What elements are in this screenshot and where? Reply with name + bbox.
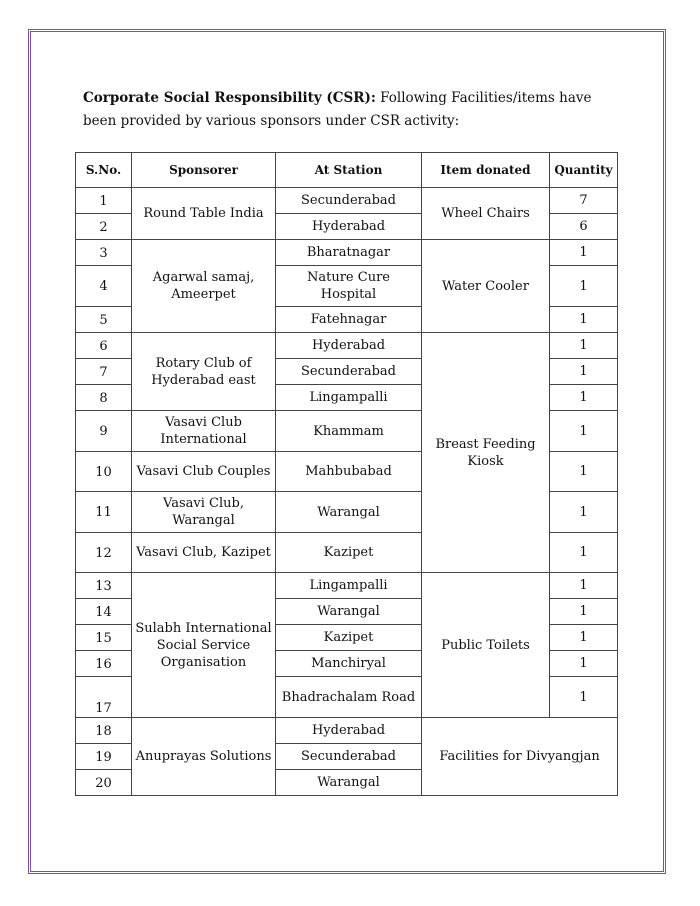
station-cell: Secunderabad bbox=[276, 188, 422, 214]
table-row bbox=[76, 333, 618, 359]
quantity-cell: 1 bbox=[550, 573, 618, 599]
quantity-cell: 7 bbox=[550, 188, 618, 214]
table-header-row bbox=[76, 153, 618, 188]
table-row bbox=[76, 718, 618, 744]
intro-text-line2: been provided by various sponsors under CSR activity: bbox=[83, 113, 460, 129]
col-header-item: Item donated bbox=[422, 153, 550, 188]
sno-cell: 6 bbox=[76, 333, 132, 359]
quantity-cell: 1 bbox=[550, 677, 618, 718]
station-cell: Hyderabad bbox=[276, 214, 422, 240]
item-cell: Wheel Chairs bbox=[422, 188, 550, 240]
sno-cell: 9 bbox=[76, 411, 132, 452]
sno-cell: 20 bbox=[76, 770, 132, 796]
quantity-cell: 1 bbox=[550, 599, 618, 625]
station-cell: Bharatnagar bbox=[276, 240, 422, 266]
station-cell: Bhadrachalam Road bbox=[276, 677, 422, 718]
table-row bbox=[76, 240, 618, 266]
station-cell: Manchiryal bbox=[276, 651, 422, 677]
intro-heading: Corporate Social Responsibility (CSR): bbox=[83, 90, 376, 106]
quantity-cell: 1 bbox=[550, 533, 618, 573]
sno-cell: 13 bbox=[76, 573, 132, 599]
sno-cell: 2 bbox=[76, 214, 132, 240]
sno-cell: 16 bbox=[76, 651, 132, 677]
quantity-cell: 1 bbox=[550, 266, 618, 307]
station-cell: Khammam bbox=[276, 411, 422, 452]
quantity-cell: 1 bbox=[550, 333, 618, 359]
sno-cell: 19 bbox=[76, 744, 132, 770]
quantity-cell: 1 bbox=[550, 492, 618, 533]
sno-cell: 18 bbox=[76, 718, 132, 744]
sponsor-cell: Round Table India bbox=[132, 188, 276, 240]
sponsor-cell: Rotary Club of Hyderabad east bbox=[132, 333, 276, 411]
sno-cell: 12 bbox=[76, 533, 132, 573]
station-cell: Kazipet bbox=[276, 533, 422, 573]
sno-cell: 11 bbox=[76, 492, 132, 533]
sponsor-cell: Sulabh International Social Service Organisation bbox=[132, 573, 276, 718]
sno-cell: 15 bbox=[76, 625, 132, 651]
sponsor-cell: Vasavi Club International bbox=[132, 411, 276, 452]
sno-cell: 1 bbox=[76, 188, 132, 214]
sno-cell: 3 bbox=[76, 240, 132, 266]
station-cell: Kazipet bbox=[276, 625, 422, 651]
quantity-cell: 1 bbox=[550, 651, 618, 677]
quantity-cell: 1 bbox=[550, 240, 618, 266]
station-cell: Warangal bbox=[276, 492, 422, 533]
station-cell: Hyderabad bbox=[276, 333, 422, 359]
col-header-sponsorer: Sponsorer bbox=[132, 153, 276, 188]
col-header-station: At Station bbox=[276, 153, 422, 188]
quantity-cell: 1 bbox=[550, 359, 618, 385]
table-row bbox=[76, 188, 618, 214]
sponsor-cell: Vasavi Club, Warangal bbox=[132, 492, 276, 533]
item-cell: Water Cooler bbox=[422, 240, 550, 333]
sponsor-cell: Agarwal samaj, Ameerpet bbox=[132, 240, 276, 333]
station-cell: Secunderabad bbox=[276, 744, 422, 770]
item-cell: Breast Feeding Kiosk bbox=[422, 333, 550, 573]
station-cell: Hyderabad bbox=[276, 718, 422, 744]
sponsor-cell: Vasavi Club, Kazipet bbox=[132, 533, 276, 573]
station-cell: Lingampalli bbox=[276, 385, 422, 411]
quantity-cell: 1 bbox=[550, 625, 618, 651]
station-cell: Warangal bbox=[276, 599, 422, 625]
station-cell: Fatehnagar bbox=[276, 307, 422, 333]
sponsor-cell: Anuprayas Solutions bbox=[132, 718, 276, 796]
station-cell: Lingampalli bbox=[276, 573, 422, 599]
csr-table bbox=[75, 152, 618, 796]
station-cell: Warangal bbox=[276, 770, 422, 796]
sno-cell: 4 bbox=[76, 266, 132, 307]
sno-cell: 14 bbox=[76, 599, 132, 625]
sno-cell: 17 bbox=[76, 677, 132, 718]
item-cell: Public Toilets bbox=[422, 573, 550, 718]
quantity-cell: 1 bbox=[550, 452, 618, 492]
intro-text-line1: Following Facilities/items have bbox=[375, 90, 592, 106]
sno-cell: 7 bbox=[76, 359, 132, 385]
col-header-quantity: Quantity bbox=[550, 153, 618, 188]
sno-cell: 5 bbox=[76, 307, 132, 333]
sno-cell: 10 bbox=[76, 452, 132, 492]
quantity-cell: 6 bbox=[550, 214, 618, 240]
col-header-sno: S.No. bbox=[76, 153, 132, 188]
item-cell: Facilities for Divyangjan bbox=[422, 718, 618, 796]
sno-cell: 8 bbox=[76, 385, 132, 411]
intro-paragraph bbox=[83, 87, 643, 133]
table-row bbox=[76, 573, 618, 599]
quantity-cell: 1 bbox=[550, 411, 618, 452]
quantity-cell: 1 bbox=[550, 385, 618, 411]
sponsor-cell: Vasavi Club Couples bbox=[132, 452, 276, 492]
quantity-cell: 1 bbox=[550, 307, 618, 333]
station-cell: Nature Cure Hospital bbox=[276, 266, 422, 307]
station-cell: Mahbubabad bbox=[276, 452, 422, 492]
station-cell: Secunderabad bbox=[276, 359, 422, 385]
